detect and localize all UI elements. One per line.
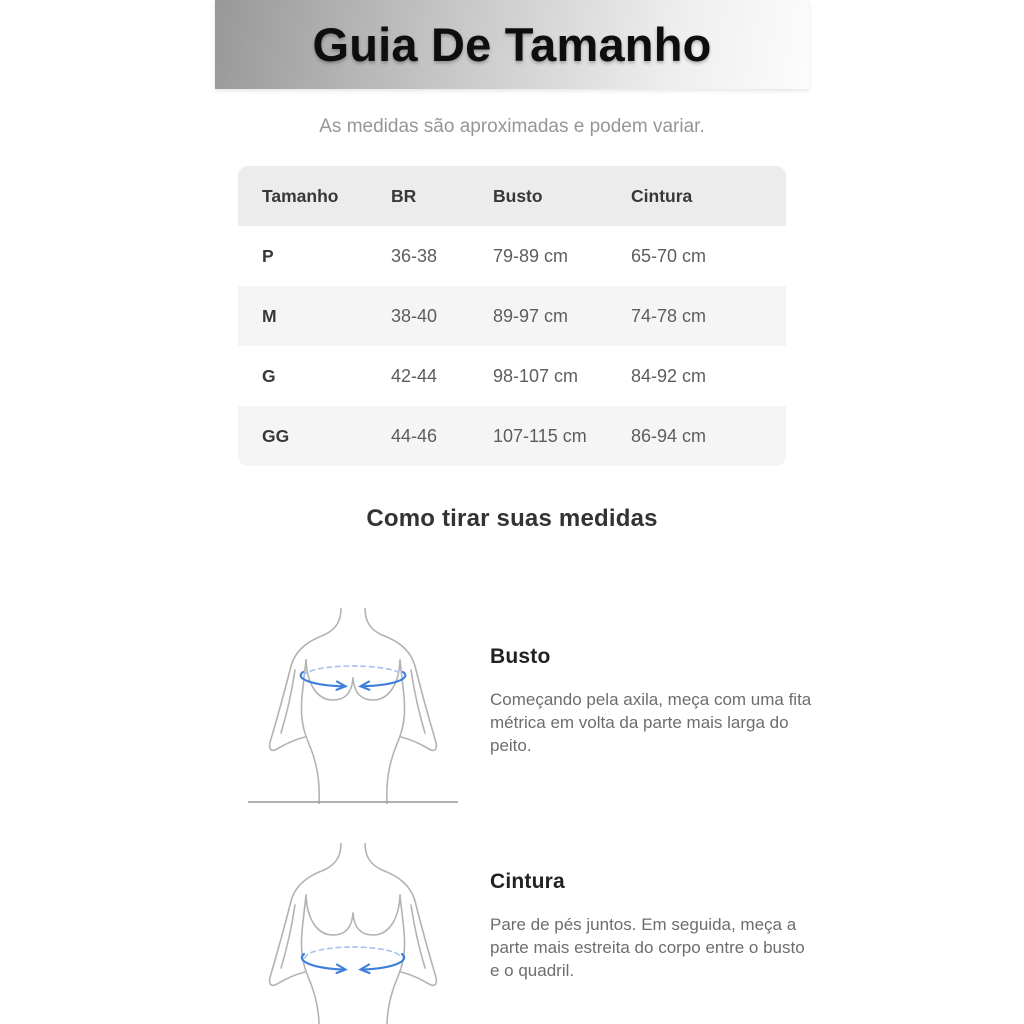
header-banner (215, 0, 809, 89)
table-row (238, 286, 786, 346)
measure-dashed-arc (304, 666, 402, 676)
table-row (238, 226, 786, 286)
br-cell: 44-46 (391, 425, 438, 446)
measure-arrow-right (362, 954, 404, 970)
cintura-title: Cintura (490, 870, 565, 893)
table-header-row (238, 166, 786, 226)
cintura-cell: 74-78 cm (631, 305, 707, 326)
size-cell: P (262, 245, 274, 266)
busto-cell: 79-89 cm (493, 245, 569, 266)
table-row (238, 346, 786, 406)
size-cell: G (262, 365, 276, 386)
busto-description: Começando pela axila, meça com uma fita métrica em volta da parte mais larga do peito. (490, 690, 812, 755)
header-cell-tamanho: Tamanho (262, 185, 339, 206)
busto-title: Busto (490, 645, 551, 668)
cintura-cell: 84-92 cm (631, 365, 707, 386)
br-cell: 38-40 (391, 305, 438, 326)
measure-dashed-arc (305, 947, 401, 958)
busto-cell: 98-107 cm (493, 365, 579, 386)
torso-outline (270, 843, 437, 1024)
torso-outline (270, 608, 437, 804)
cintura-cell: 65-70 cm (631, 245, 707, 266)
br-cell: 36-38 (391, 245, 438, 266)
subtitle-text: As medidas são aproximadas e podem variar. (319, 116, 705, 137)
size-table (238, 166, 786, 466)
busto-cell: 107-115 cm (493, 425, 587, 446)
cintura-cell: 86-94 cm (631, 425, 707, 446)
busto-cell: 89-97 cm (493, 305, 569, 326)
header-cell-cintura: Cintura (631, 185, 693, 206)
header-cell-busto: Busto (493, 185, 543, 206)
waist-measure-ellipse (302, 947, 404, 973)
measure-arrow-left (302, 954, 344, 970)
bust-measure-figure (248, 608, 458, 804)
waist-measure-figure (248, 843, 458, 1024)
header-cell-br: BR (391, 185, 417, 206)
cintura-section (490, 870, 812, 982)
size-cell: M (262, 305, 277, 326)
br-cell: 42-44 (391, 365, 438, 386)
page-title: Guia De Tamanho (312, 18, 712, 71)
busto-section (490, 645, 812, 757)
cintura-description: Pare de pés juntos. Em seguida, meça a parte mais estreita do corpo entre o busto e o quadril. (490, 915, 805, 980)
size-cell: GG (262, 425, 290, 446)
table-row (238, 406, 786, 466)
how-to-heading: Como tirar suas medidas (366, 505, 658, 532)
